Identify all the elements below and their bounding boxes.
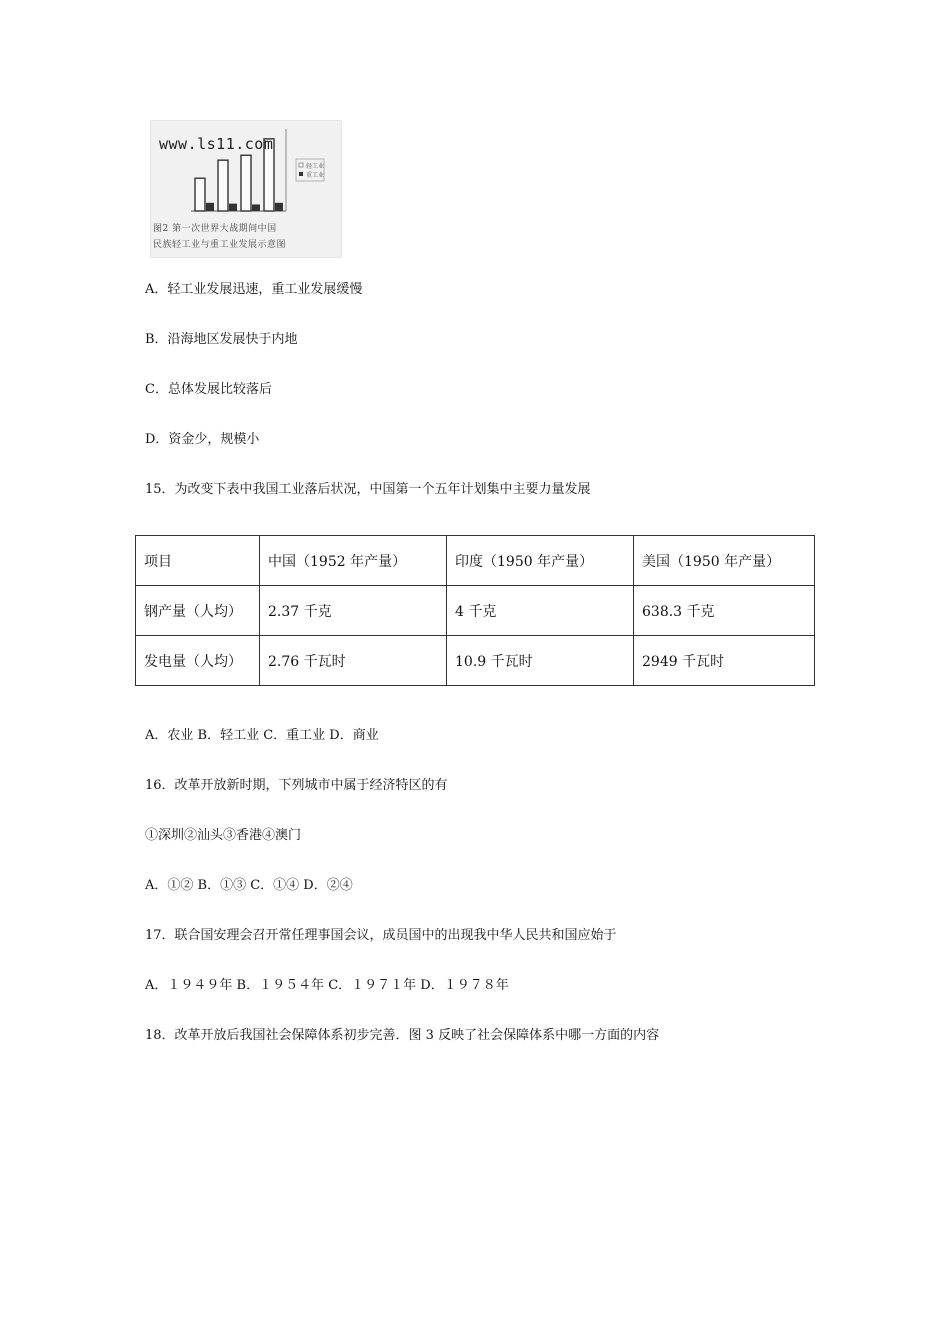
table-header-cell: 中国（1952 年产量） — [260, 536, 447, 586]
table-cell: 10.9 千瓦时 — [447, 636, 634, 686]
bar-heavy-industry — [252, 204, 260, 211]
figure-caption-line2: 民族轻工业与重工业发展示意图 — [153, 240, 287, 250]
q16-options: A．①② B．①③ C．①④ D．②④ — [145, 878, 353, 893]
bar-light-industry — [218, 160, 228, 211]
industry-bar-chart-figure — [150, 120, 342, 258]
table-header-row — [136, 536, 815, 586]
q18-stem: 18．改革开放后我国社会保障体系初步完善．图 3 反映了社会保障体系中哪一方面的内容 — [145, 1028, 660, 1043]
watermark-text: www.ls11.com — [159, 135, 274, 153]
legend-label: 重工业 — [306, 172, 325, 179]
q17-options: A．１９４９年 B．１９５４年 C．１９７１年 D．１９７８年 — [145, 978, 509, 993]
bar-heavy-industry — [275, 203, 283, 211]
table-cell: 发电量（人均） — [136, 636, 260, 686]
bar-heavy-industry — [206, 203, 214, 211]
q14-option-a: A．轻工业发展迅速，重工业发展缓慢 — [145, 282, 363, 297]
legend-heavy-swatch — [299, 172, 303, 176]
legend-light-swatch — [299, 163, 303, 167]
q15-stem: 15．为改变下表中我国工业落后状况，中国第一个五年计划集中主要力量发展 — [145, 482, 591, 497]
production-comparison-table — [135, 535, 815, 686]
table-cell: 2.37 千克 — [260, 586, 447, 636]
table-row — [136, 586, 815, 636]
q15-options: A．农业 B．轻工业 C．重工业 D．商业 — [145, 728, 379, 743]
table-cell: 2949 千瓦时 — [634, 636, 815, 686]
bar-light-industry — [241, 155, 251, 211]
table-cell: 4 千克 — [447, 586, 634, 636]
table-cell: 2.76 千瓦时 — [260, 636, 447, 686]
table-header-cell: 印度（1950 年产量） — [447, 536, 634, 586]
table-header-cell: 项目 — [136, 536, 260, 586]
table-cell: 钢产量（人均） — [136, 586, 260, 636]
table-header-cell: 美国（1950 年产量） — [634, 536, 815, 586]
q14-option-d: D．资金少，规模小 — [145, 432, 260, 447]
q14-option-c: C．总体发展比较落后 — [145, 382, 272, 397]
legend-label: 轻工业 — [306, 163, 325, 170]
q16-items: ①深圳②汕头③香港④澳门 — [145, 828, 302, 843]
figure-caption-line1: 图2 第一次世界大战期间中国 — [153, 224, 277, 234]
table-cell: 638.3 千克 — [634, 586, 815, 636]
table-row — [136, 636, 815, 686]
bar-light-industry — [195, 178, 205, 211]
q17-stem: 17．联合国安理会召开常任理事国会议，成员国中的出现我中华人民共和国应始于 — [145, 928, 617, 943]
bar-heavy-industry — [229, 204, 237, 211]
q16-stem: 16．改革开放新时期，下列城市中属于经济特区的有 — [145, 778, 448, 793]
q14-option-b: B．沿海地区发展快于内地 — [145, 332, 298, 347]
